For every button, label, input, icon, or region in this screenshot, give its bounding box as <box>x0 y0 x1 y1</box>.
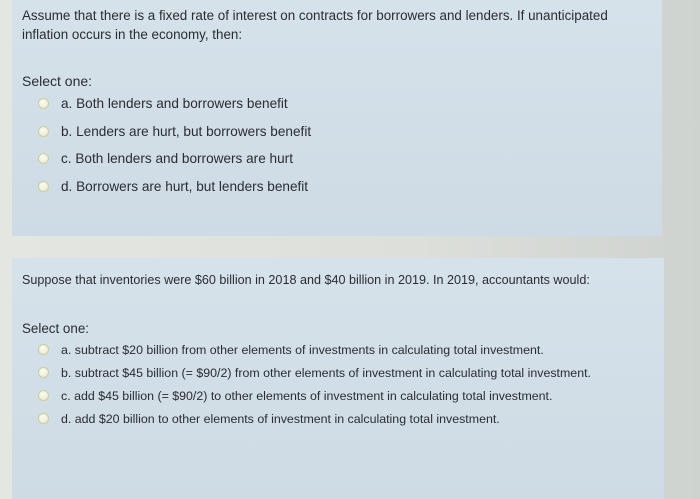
radio-unselected-icon[interactable] <box>38 413 49 424</box>
option-label: d. Borrowers are hurt, but lenders benefit <box>61 178 309 194</box>
radio-unselected-icon[interactable] <box>38 126 49 137</box>
question-2-option-c[interactable] <box>38 387 654 405</box>
question-1-option-c[interactable] <box>38 151 652 179</box>
question-2-options <box>22 341 654 428</box>
question-1-select-label: Select one: <box>22 73 93 89</box>
radio-unselected-icon[interactable] <box>38 344 49 355</box>
option-label: d. add $20 billion to other elements of investment in calculating total investment. <box>61 412 500 426</box>
question-1-option-d[interactable] <box>38 179 652 207</box>
option-label: b. Lenders are hurt, but borrowers benefit <box>61 123 312 139</box>
question-2-text: Suppose that inventories were $60 billion in 2018 and $40 billion in 2019. In 2019, accountants would: <box>22 273 590 287</box>
radio-unselected-icon[interactable] <box>38 367 49 378</box>
option-label: c. add $45 billion (= $90/2) to other elements of investment in calculating total investment. <box>61 389 553 403</box>
question-1-text: Assume that there is a fixed rate of interest on contracts for borrowers and lenders. If unanticipated inflation occurs in the economy, then: <box>22 8 608 42</box>
question-1-option-b[interactable] <box>38 124 652 152</box>
radio-unselected-icon[interactable] <box>38 181 49 192</box>
question-2-option-d[interactable] <box>38 410 654 428</box>
radio-unselected-icon[interactable] <box>38 98 49 109</box>
option-label: a. subtract $20 billion from other elements of investments in calculating total investment. <box>61 343 544 357</box>
question-1-options <box>22 96 652 206</box>
question-2-option-a[interactable] <box>38 341 654 359</box>
question-card-1 <box>12 0 662 236</box>
option-label: b. subtract $45 billion (= $90/2) from other elements of investment in calculating total investment. <box>61 366 591 380</box>
question-1-option-a[interactable] <box>38 96 652 124</box>
question-2-select-label: Select one: <box>22 321 89 336</box>
question-2-option-b[interactable] <box>38 364 654 382</box>
radio-unselected-icon[interactable] <box>38 153 49 164</box>
option-label: c. Both lenders and borrowers are hurt <box>61 151 293 166</box>
radio-unselected-icon[interactable] <box>38 390 49 401</box>
question-card-2 <box>12 258 664 499</box>
option-label: a. Both lenders and borrowers benefit <box>61 96 288 111</box>
